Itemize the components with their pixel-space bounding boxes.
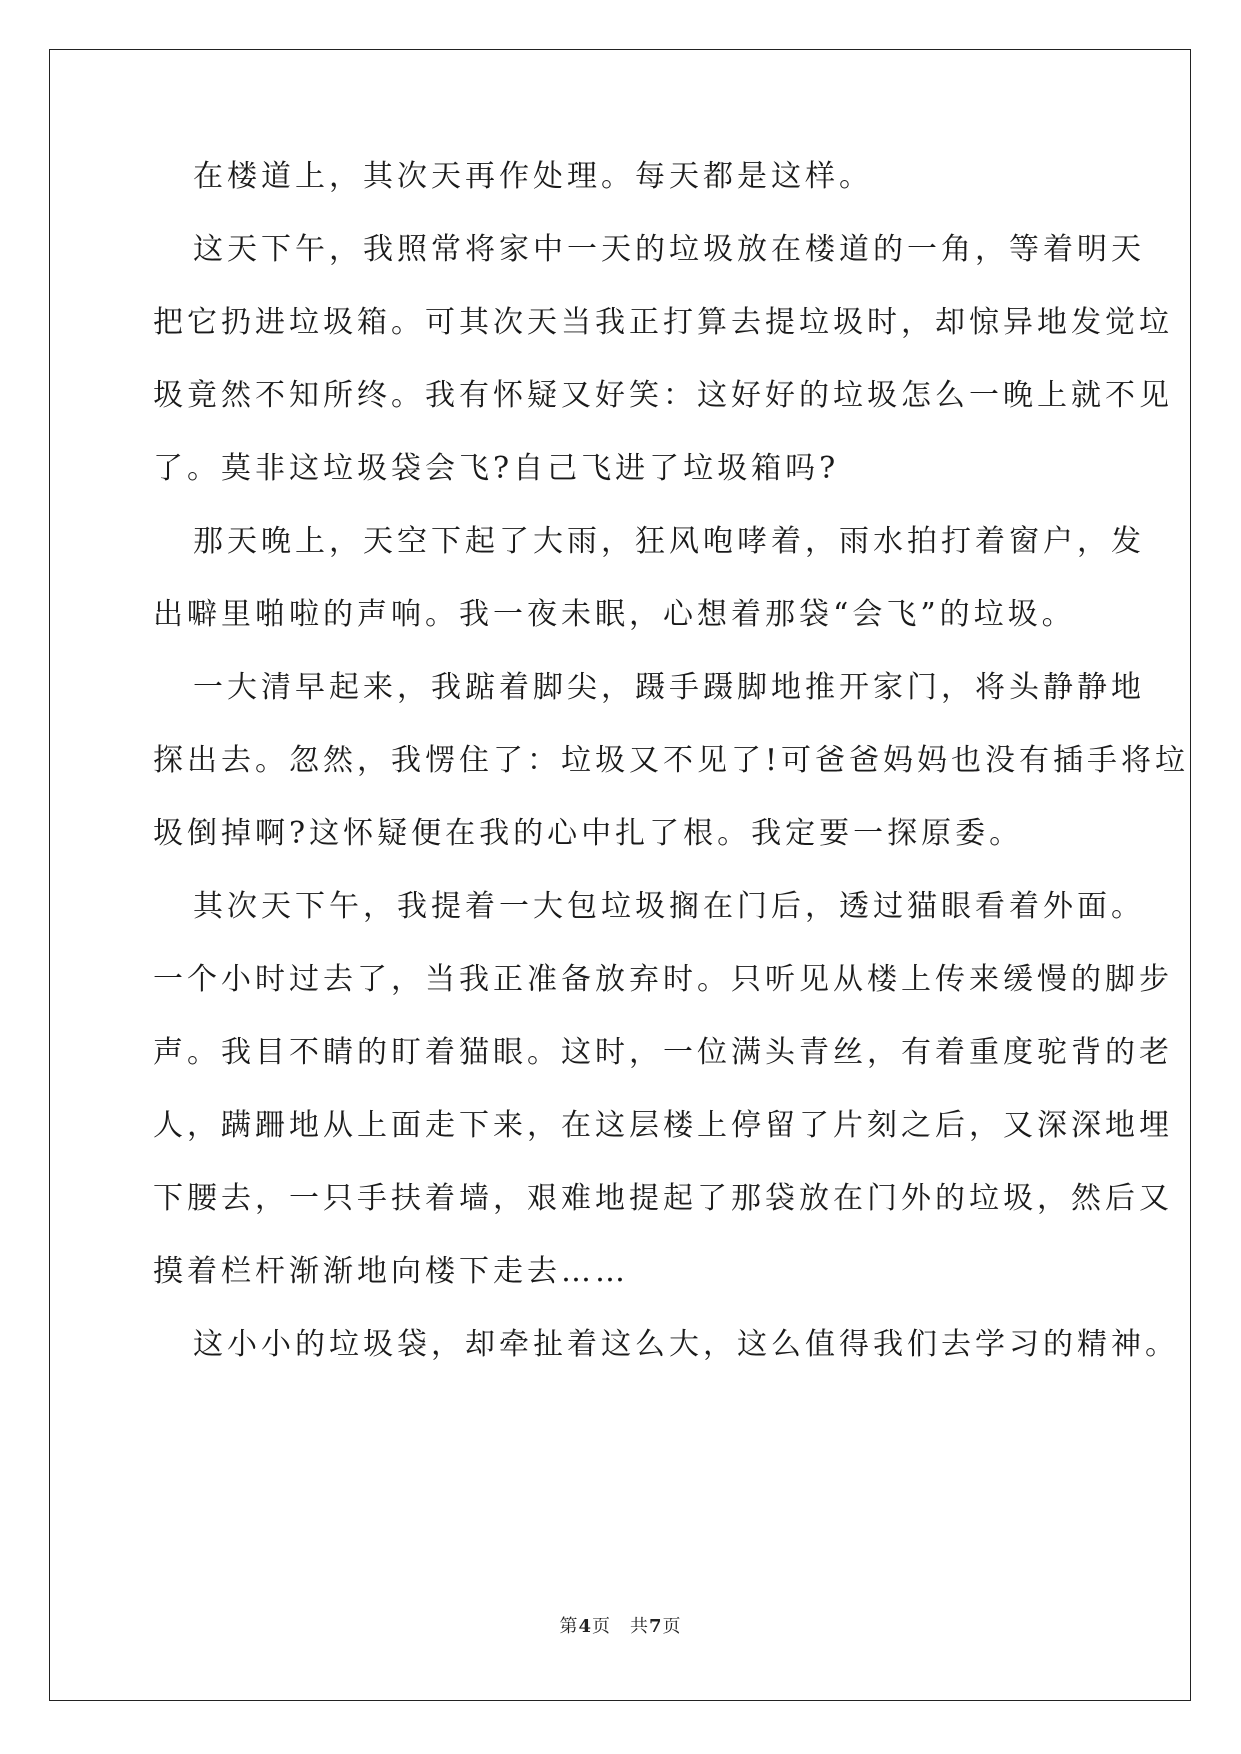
text-line: 人，蹒跚地从上面走下来，在这层楼上停留了片刻之后，又深深地埋 bbox=[153, 1108, 1173, 1143]
page-suffix: 页 bbox=[662, 1616, 682, 1637]
paragraph-first-line: 这小小的垃圾袋，却牵扯着这么大，这么值得我们去学习的精神。 bbox=[193, 1327, 1179, 1362]
text-line: 把它扔进垃圾箱。可其次天当我正打算去提垃圾时，却惊异地发觉垃 bbox=[153, 305, 1173, 340]
text-line: 出噼里啪啦的声响。我一夜未眠，心想着那袋“会飞”的垃圾。 bbox=[153, 597, 1076, 632]
text-line: 圾倒掉啊?这怀疑便在我的心中扎了根。我定要一探原委。 bbox=[153, 816, 1024, 851]
paragraph-first-line: 一大清早起来，我踮着脚尖，蹑手蹑脚地推开家门，将头静静地 bbox=[193, 670, 1145, 705]
page-number-footer bbox=[0, 1612, 1241, 1638]
text-line: 一个小时过去了，当我正准备放弃时。只听见从楼上传来缓慢的脚步 bbox=[153, 962, 1173, 997]
text-line: 声。我目不睛的盯着猫眼。这时，一位满头青丝，有着重度驼背的老 bbox=[153, 1035, 1173, 1070]
page-total: 7 bbox=[649, 1616, 663, 1637]
paragraph-first-line: 其次天下午，我提着一大包垃圾搁在门后，透过猫眼看着外面。 bbox=[193, 889, 1145, 924]
paragraph-first-line: 那天晚上，天空下起了大雨，狂风咆哮着，雨水拍打着窗户，发 bbox=[193, 524, 1145, 559]
text-line: 下腰去，一只手扶着墙，艰难地提起了那袋放在门外的垃圾，然后又 bbox=[153, 1181, 1173, 1216]
text-line: 摸着栏杆渐渐地向楼下走去…… bbox=[153, 1254, 629, 1289]
page-current: 4 bbox=[578, 1616, 592, 1637]
paragraph-first-line: 这天下午，我照常将家中一天的垃圾放在楼道的一角，等着明天 bbox=[193, 232, 1145, 267]
text-line: 在楼道上，其次天再作处理。每天都是这样。 bbox=[193, 159, 873, 194]
text-line: 探出去。忽然，我愣住了：垃圾又不见了!可爸爸妈妈也没有插手将垃 bbox=[153, 743, 1190, 778]
page-border bbox=[49, 49, 1191, 1701]
page-mid: 页 共 bbox=[592, 1616, 649, 1637]
text-line: 圾竟然不知所终。我有怀疑又好笑：这好好的垃圾怎么一晚上就不见 bbox=[153, 378, 1173, 413]
page-prefix: 第 bbox=[559, 1616, 579, 1637]
text-line: 了。莫非这垃圾袋会飞?自己飞进了垃圾箱吗? bbox=[153, 451, 840, 486]
